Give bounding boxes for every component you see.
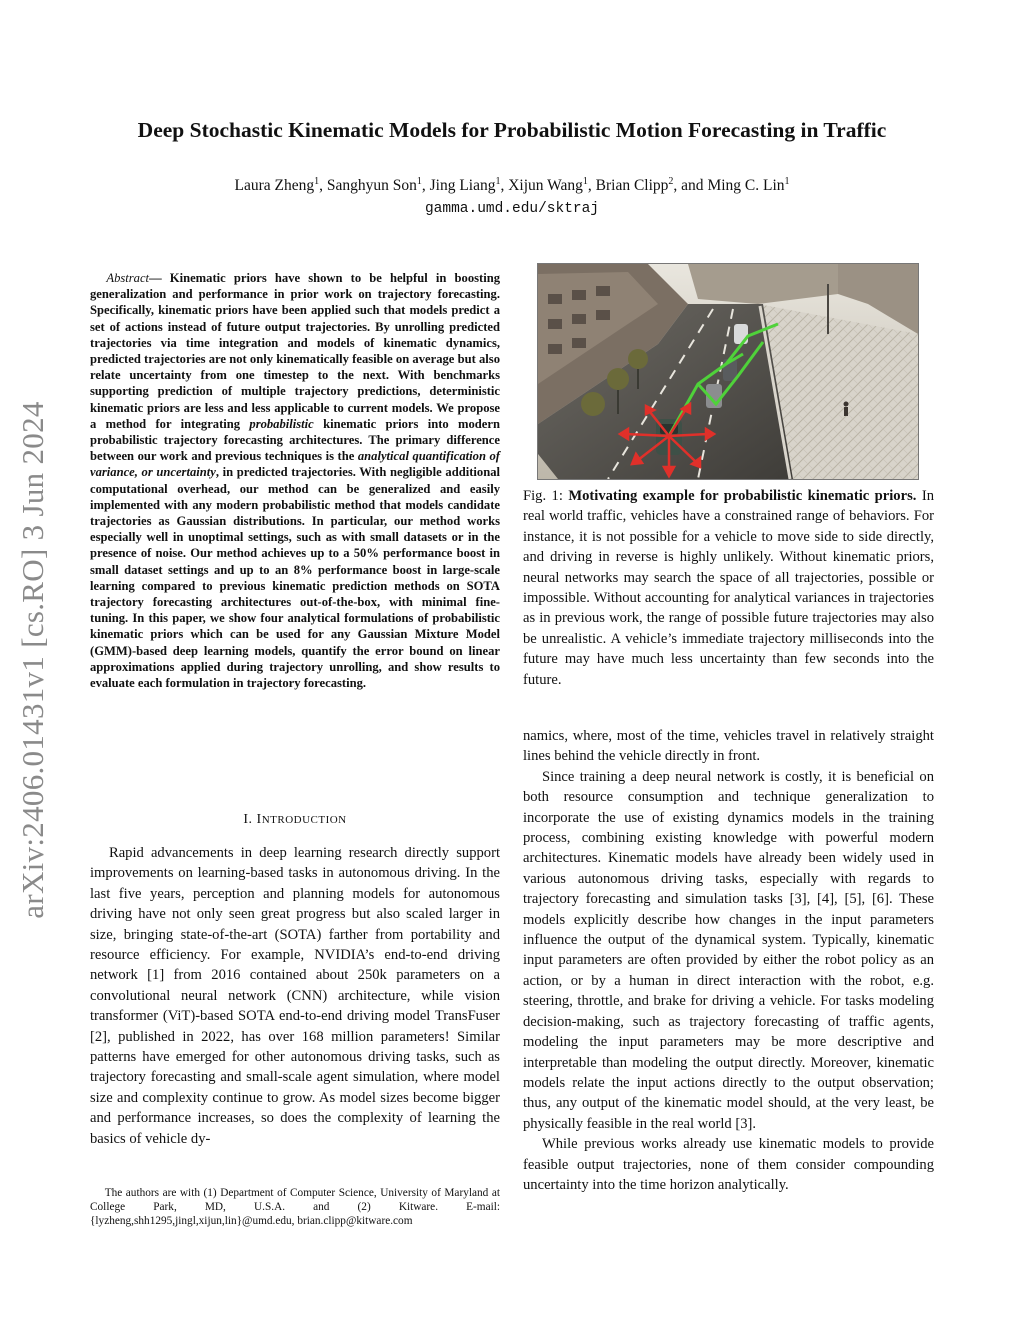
caption-bold-title: Motivating example for probabilistic kinematic priors. bbox=[568, 488, 917, 504]
body-paragraph: Since training a deep neural network is costly, it is beneficial on both resource consumption and technique generalization to incorporate the use of existing dynamics models in the training process, combining existing knowledge with powerful modern architectures. Kinematic models have already been widely used in various autonomous driving tasks, especially with regards to trajectory forecasting and simulation tasks [3], [4], [5], [6]. These models explicitly describe how changes in the input parameters influence the output of the dynamical system. Typically, kinematic input parameters are often provided by either the robot policy as an action, or by a human in direct interaction with the robot, e.g. steering, throttle, and brake for driving a vehicle. For tasks modeling decision-making, such as trajectory forecasting of traffic agents, modeling the input parameters may be more descriptive and interpretable than modeling the output directly. Moreover, kinematic models relate the input actions directly to the output observation; thus, any output of the kinematic model should, at the very least, be physically feasible in the real world [3]. bbox=[523, 768, 934, 1132]
section-title-rest: NTRODUCTION bbox=[261, 814, 347, 826]
street-scene-illustration bbox=[538, 264, 918, 479]
author-name: Laura Zheng bbox=[234, 177, 315, 195]
author-affiliation: 1 bbox=[784, 176, 790, 187]
footnote bbox=[90, 1186, 500, 1228]
author-list bbox=[60, 176, 964, 195]
author-affiliation: 2 bbox=[668, 176, 674, 187]
author-affiliation: 1 bbox=[582, 176, 588, 187]
author-name: Brian Clipp bbox=[595, 177, 669, 195]
abstract-emphasis: probabilistic bbox=[249, 416, 314, 431]
abstract bbox=[90, 270, 500, 691]
project-url[interactable]: gamma.umd.edu/sktraj bbox=[424, 201, 600, 217]
body-paragraph: Rapid advancements in deep learning research directly support improvements on learning-based tasks in autonomous driving. In the last five years, perception and planning models for autonomous driving have not only seen great progress but also scaled larger in size, bringing state-of-the-art (SOTA) farther from portability and resource efficiency. For example, NVIDIA’s end-to-end driving network [1] from 2016 contained about 250k parameters on a convolutional neural network (CNN) architecture, while vision transformer (ViT)-based SOTA end-to-end driving model TransFuser [2], published in 2022, has over 168 million parameters! Similar patterns have emerged for other autonomous driving tasks, such as trajectory forecasting and small-scale agent simulation, where model size and complexity continue to grow. As model sizes become bigger and performance increases, so does the complexity of learning the basics of vehicle dy- bbox=[90, 845, 500, 1147]
abstract-dash: — bbox=[149, 271, 170, 285]
author-affiliation: 1 bbox=[314, 176, 320, 187]
abstract-emphasis: analytical quantification of variance, or uncertainty bbox=[90, 449, 500, 480]
author-name: Jing Liang bbox=[429, 177, 496, 195]
intro-left-column bbox=[90, 843, 500, 1149]
section-title-initial: I bbox=[256, 812, 262, 827]
author-separator: , bbox=[319, 177, 327, 195]
paper-title: Deep Stochastic Kinematic Models for Probabilistic Motion Forecasting in Traffic bbox=[137, 118, 887, 142]
author-name: Xijun Wang bbox=[508, 177, 583, 195]
abstract-label: Abstract bbox=[106, 271, 150, 285]
abstract-text: , in predicted trajectories. With negligible additional computational overhead, our method can be generalized and easily implemented with any modern probabilistic method that models candidate trajectories as Gaussian distributions. In particular, our method works especially well in unoptimal settings, such as with small datasets or in the presence of noise. Our method achieves up to a 50% performance boost in small dataset settings and up to an 8% performance boost in large-scale learning compared to previous kinematic prediction methods on SOTA trajectory forecasting architectures out-of-the-box, with minimal fine-tuning. In this paper, we show four analytical formulations of probabilistic kinematic priors which can be used for any Gaussian Mixture Model (GMM)-based deep learning models, quantify the error bound on linear approximations applied during trajectory unrolling, and show results to evaluate each formulation in trajectory forecasting. bbox=[90, 465, 500, 691]
arxiv-sidebar-stamp bbox=[10, 365, 56, 955]
author-name: Sanghyun Son bbox=[326, 177, 417, 195]
author-separator: , and bbox=[673, 177, 708, 195]
author-affiliation: 1 bbox=[416, 176, 422, 187]
figure-1-image bbox=[537, 263, 919, 480]
intro-right-column bbox=[523, 726, 934, 1195]
body-paragraph: While previous works already use kinematic models to provide feasible output trajectories, none of them consider compounding uncertainty into the time horizon analytically. bbox=[523, 1136, 934, 1193]
author-separator: , bbox=[587, 177, 596, 195]
section-numeral: I. bbox=[243, 812, 257, 827]
figure-1-caption bbox=[523, 486, 934, 690]
arxiv-identifier: arXiv:2406.01431v1 [cs.RO] 3 Jun 2024 bbox=[15, 401, 50, 919]
abstract-text: kinematic priors into modern probabilistic trajectory forecasting architectures. The primary difference between our work and previous techniques is the bbox=[90, 416, 500, 464]
figure-label: Fig. 1: bbox=[523, 488, 569, 504]
author-affiliation: 1 bbox=[495, 176, 501, 187]
section-heading-introduction bbox=[90, 812, 500, 828]
author-separator: , bbox=[421, 177, 430, 195]
author-separator: , bbox=[500, 177, 509, 195]
caption-text: In real world traffic, vehicles have a constrained range of behaviors. For instance, it is not possible for a vehicle to move side to side directly, and driving in reverse is highly unlikely. Without kinematic priors, neural networks may search the space of all trajectories, possible or impossible. Without accounting for analytical variances in trajectories as in previous work, the range of possible future trajectories may also be unrealistic. A vehicle’s immediate trajectory milliseconds into the future may have much less uncertainty than few seconds into the future. bbox=[523, 488, 935, 688]
footnote-text: The authors are with (1) Department of Computer Science, University of Maryland at College Park, MD, U.S.A. and (2) Kitware. E-mail: {lyzheng,shh1295,jingl,xijun,lin}@umd.edu, brian.clipp@kitware.com bbox=[90, 1187, 500, 1227]
body-paragraph: namics, where, most of the time, vehicles travel in relatively straight lines behind the vehicle directly in front. bbox=[523, 728, 934, 765]
author-name: Ming C. Lin bbox=[707, 177, 785, 195]
abstract-text: Kinematic priors have shown to be helpful in boosting generalization and performance in prior work on trajectory forecasting. Specifically, kinematic priors have been applied such that models predict a set of actions instead of future output trajectories. By unrolling predicted trajectories via time integration and models of kinematic dynamics, predicted trajectories are not only kinematically feasible on average but also relate uncertainty from one timestep to the next. With benchmarks supporting prediction of multiple trajectory predictions, deterministic kinematic priors are less and less applicable to current models. We propose a method for integrating bbox=[90, 271, 501, 431]
